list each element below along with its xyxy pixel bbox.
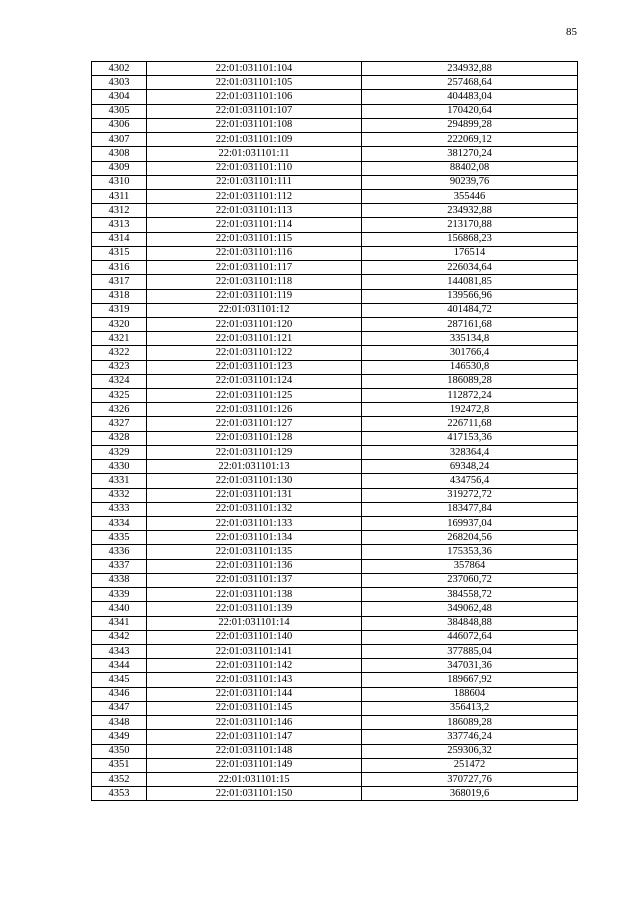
cadastral-number-cell: 22:01:031101:116 (147, 246, 362, 260)
value-cell: 368019,6 (362, 787, 578, 801)
cadastral-number-cell: 22:01:031101:120 (147, 317, 362, 331)
value-cell: 404483,04 (362, 90, 578, 104)
value-cell: 328364,4 (362, 445, 578, 459)
cadastral-number-cell: 22:01:031101:121 (147, 332, 362, 346)
value-cell: 268204,56 (362, 531, 578, 545)
table-row (92, 659, 578, 673)
cadastral-number-cell: 22:01:031101:114 (147, 218, 362, 232)
row-number-cell: 4352 (92, 772, 147, 786)
table-row (92, 616, 578, 630)
cadastral-number-cell: 22:01:031101:143 (147, 673, 362, 687)
cadastral-number-cell: 22:01:031101:118 (147, 275, 362, 289)
cadastral-number-cell: 22:01:031101:134 (147, 531, 362, 545)
table-row (92, 317, 578, 331)
value-cell: 146530,8 (362, 360, 578, 374)
value-cell: 294899,28 (362, 118, 578, 132)
row-number-cell: 4320 (92, 317, 147, 331)
row-number-cell: 4316 (92, 261, 147, 275)
value-cell: 401484,72 (362, 303, 578, 317)
value-cell: 186089,28 (362, 374, 578, 388)
value-cell: 169937,04 (362, 517, 578, 531)
table-row (92, 630, 578, 644)
value-cell: 381270,24 (362, 147, 578, 161)
row-number-cell: 4337 (92, 559, 147, 573)
row-number-cell: 4329 (92, 445, 147, 459)
value-cell: 139566,96 (362, 289, 578, 303)
row-number-cell: 4348 (92, 716, 147, 730)
row-number-cell: 4307 (92, 133, 147, 147)
value-cell: 259306,32 (362, 744, 578, 758)
cadastral-number-cell: 22:01:031101:110 (147, 161, 362, 175)
table-row (92, 374, 578, 388)
row-number-cell: 4349 (92, 730, 147, 744)
cadastral-number-cell: 22:01:031101:133 (147, 517, 362, 531)
table-row (92, 62, 578, 76)
table-row (92, 232, 578, 246)
table-row (92, 545, 578, 559)
cadastral-number-cell: 22:01:031101:132 (147, 502, 362, 516)
table-row (92, 644, 578, 658)
table-row (92, 218, 578, 232)
row-number-cell: 4327 (92, 417, 147, 431)
table-row (92, 161, 578, 175)
table-row (92, 118, 578, 132)
value-cell: 234932,88 (362, 62, 578, 76)
table-row (92, 175, 578, 189)
table-row (92, 488, 578, 502)
cadastral-number-cell: 22:01:031101:109 (147, 133, 362, 147)
row-number-cell: 4336 (92, 545, 147, 559)
row-number-cell: 4331 (92, 474, 147, 488)
row-number-cell: 4313 (92, 218, 147, 232)
row-number-cell: 4322 (92, 346, 147, 360)
row-number-cell: 4332 (92, 488, 147, 502)
cadastral-number-cell: 22:01:031101:131 (147, 488, 362, 502)
cadastral-number-cell: 22:01:031101:105 (147, 76, 362, 90)
cadastral-number-cell: 22:01:031101:14 (147, 616, 362, 630)
row-number-cell: 4309 (92, 161, 147, 175)
value-cell: 226034,64 (362, 261, 578, 275)
value-cell: 357864 (362, 559, 578, 573)
table-row (92, 573, 578, 587)
row-number-cell: 4330 (92, 460, 147, 474)
table-row (92, 787, 578, 801)
row-number-cell: 4339 (92, 588, 147, 602)
cadastral-number-cell: 22:01:031101:140 (147, 630, 362, 644)
value-cell: 335134,8 (362, 332, 578, 346)
row-number-cell: 4333 (92, 502, 147, 516)
cadastral-number-cell: 22:01:031101:130 (147, 474, 362, 488)
cadastral-number-cell: 22:01:031101:126 (147, 403, 362, 417)
row-number-cell: 4306 (92, 118, 147, 132)
cadastral-number-cell: 22:01:031101:115 (147, 232, 362, 246)
cadastral-number-cell: 22:01:031101:144 (147, 687, 362, 701)
cadastral-number-cell: 22:01:031101:142 (147, 659, 362, 673)
table-row (92, 474, 578, 488)
row-number-cell: 4326 (92, 403, 147, 417)
table-row (92, 346, 578, 360)
cadastral-number-cell: 22:01:031101:15 (147, 772, 362, 786)
row-number-cell: 4335 (92, 531, 147, 545)
value-cell: 384848,88 (362, 616, 578, 630)
cadastral-number-cell: 22:01:031101:106 (147, 90, 362, 104)
row-number-cell: 4321 (92, 332, 147, 346)
table-row (92, 303, 578, 317)
cadastral-number-cell: 22:01:031101:119 (147, 289, 362, 303)
value-cell: 170420,64 (362, 104, 578, 118)
value-cell: 90239,76 (362, 175, 578, 189)
data-table (91, 61, 578, 801)
cadastral-number-cell: 22:01:031101:128 (147, 431, 362, 445)
value-cell: 251472 (362, 758, 578, 772)
row-number-cell: 4334 (92, 517, 147, 531)
value-cell: 112872,24 (362, 389, 578, 403)
cadastral-number-cell: 22:01:031101:136 (147, 559, 362, 573)
row-number-cell: 4338 (92, 573, 147, 587)
table-row (92, 531, 578, 545)
value-cell: 213170,88 (362, 218, 578, 232)
table-row (92, 76, 578, 90)
cadastral-number-cell: 22:01:031101:117 (147, 261, 362, 275)
row-number-cell: 4328 (92, 431, 147, 445)
table-row (92, 133, 578, 147)
table-row (92, 502, 578, 516)
row-number-cell: 4342 (92, 630, 147, 644)
value-cell: 188604 (362, 687, 578, 701)
table-row (92, 403, 578, 417)
value-cell: 417153,36 (362, 431, 578, 445)
table-row (92, 744, 578, 758)
cadastral-number-cell: 22:01:031101:141 (147, 644, 362, 658)
cadastral-number-cell: 22:01:031101:127 (147, 417, 362, 431)
value-cell: 222069,12 (362, 133, 578, 147)
cadastral-number-cell: 22:01:031101:150 (147, 787, 362, 801)
value-cell: 186089,28 (362, 716, 578, 730)
table-row (92, 701, 578, 715)
value-cell: 355446 (362, 189, 578, 203)
table-row (92, 772, 578, 786)
value-cell: 337746,24 (362, 730, 578, 744)
row-number-cell: 4350 (92, 744, 147, 758)
row-number-cell: 4346 (92, 687, 147, 701)
value-cell: 257468,64 (362, 76, 578, 90)
table-row (92, 104, 578, 118)
table-row (92, 559, 578, 573)
table-row (92, 204, 578, 218)
row-number-cell: 4324 (92, 374, 147, 388)
cadastral-number-cell: 22:01:031101:135 (147, 545, 362, 559)
cadastral-number-cell: 22:01:031101:129 (147, 445, 362, 459)
cadastral-number-cell: 22:01:031101:13 (147, 460, 362, 474)
row-number-cell: 4340 (92, 602, 147, 616)
cadastral-number-cell: 22:01:031101:145 (147, 701, 362, 715)
row-number-cell: 4325 (92, 389, 147, 403)
table-row (92, 289, 578, 303)
value-cell: 234932,88 (362, 204, 578, 218)
row-number-cell: 4347 (92, 701, 147, 715)
row-number-cell: 4319 (92, 303, 147, 317)
value-cell: 370727,76 (362, 772, 578, 786)
cadastral-number-cell: 22:01:031101:104 (147, 62, 362, 76)
value-cell: 434756,4 (362, 474, 578, 488)
row-number-cell: 4323 (92, 360, 147, 374)
value-cell: 319272,72 (362, 488, 578, 502)
value-cell: 446072,64 (362, 630, 578, 644)
value-cell: 384558,72 (362, 588, 578, 602)
table-row (92, 673, 578, 687)
table-row (92, 445, 578, 459)
cadastral-number-cell: 22:01:031101:12 (147, 303, 362, 317)
cadastral-number-cell: 22:01:031101:122 (147, 346, 362, 360)
row-number-cell: 4311 (92, 189, 147, 203)
cadastral-number-cell: 22:01:031101:147 (147, 730, 362, 744)
cadastral-number-cell: 22:01:031101:111 (147, 175, 362, 189)
table-row (92, 189, 578, 203)
cadastral-number-cell: 22:01:031101:108 (147, 118, 362, 132)
table-body (92, 62, 578, 801)
row-number-cell: 4302 (92, 62, 147, 76)
row-number-cell: 4317 (92, 275, 147, 289)
row-number-cell: 4351 (92, 758, 147, 772)
table-row (92, 517, 578, 531)
row-number-cell: 4305 (92, 104, 147, 118)
row-number-cell: 4345 (92, 673, 147, 687)
cadastral-number-cell: 22:01:031101:139 (147, 602, 362, 616)
cadastral-number-cell: 22:01:031101:112 (147, 189, 362, 203)
value-cell: 176514 (362, 246, 578, 260)
table-row (92, 360, 578, 374)
cadastral-number-cell: 22:01:031101:149 (147, 758, 362, 772)
row-number-cell: 4344 (92, 659, 147, 673)
row-number-cell: 4341 (92, 616, 147, 630)
value-cell: 301766,4 (362, 346, 578, 360)
value-cell: 347031,36 (362, 659, 578, 673)
cadastral-number-cell: 22:01:031101:137 (147, 573, 362, 587)
row-number-cell: 4315 (92, 246, 147, 260)
cadastral-number-cell: 22:01:031101:11 (147, 147, 362, 161)
value-cell: 356413,2 (362, 701, 578, 715)
table-row (92, 431, 578, 445)
value-cell: 175353,36 (362, 545, 578, 559)
value-cell: 237060,72 (362, 573, 578, 587)
row-number-cell: 4304 (92, 90, 147, 104)
cadastral-number-cell: 22:01:031101:123 (147, 360, 362, 374)
table-row (92, 602, 578, 616)
value-cell: 189667,92 (362, 673, 578, 687)
table-row (92, 460, 578, 474)
cadastral-number-cell: 22:01:031101:138 (147, 588, 362, 602)
page-number: 85 (566, 26, 577, 38)
table-row (92, 588, 578, 602)
cadastral-number-cell: 22:01:031101:113 (147, 204, 362, 218)
value-cell: 287161,68 (362, 317, 578, 331)
table-row (92, 417, 578, 431)
row-number-cell: 4343 (92, 644, 147, 658)
cadastral-number-cell: 22:01:031101:124 (147, 374, 362, 388)
table-row (92, 687, 578, 701)
table-row (92, 716, 578, 730)
table-row (92, 147, 578, 161)
table-row (92, 246, 578, 260)
cadastral-number-cell: 22:01:031101:107 (147, 104, 362, 118)
value-cell: 156868,23 (362, 232, 578, 246)
row-number-cell: 4318 (92, 289, 147, 303)
table-row (92, 90, 578, 104)
row-number-cell: 4353 (92, 787, 147, 801)
value-cell: 349062,48 (362, 602, 578, 616)
value-cell: 144081,85 (362, 275, 578, 289)
value-cell: 226711,68 (362, 417, 578, 431)
table-row (92, 758, 578, 772)
table-row (92, 261, 578, 275)
table-row (92, 389, 578, 403)
cadastral-number-cell: 22:01:031101:148 (147, 744, 362, 758)
value-cell: 192472,8 (362, 403, 578, 417)
value-cell: 88402,08 (362, 161, 578, 175)
row-number-cell: 4314 (92, 232, 147, 246)
cadastral-number-cell: 22:01:031101:146 (147, 716, 362, 730)
cadastral-number-cell: 22:01:031101:125 (147, 389, 362, 403)
row-number-cell: 4310 (92, 175, 147, 189)
value-cell: 183477,84 (362, 502, 578, 516)
value-cell: 377885,04 (362, 644, 578, 658)
row-number-cell: 4303 (92, 76, 147, 90)
table-row (92, 332, 578, 346)
value-cell: 69348,24 (362, 460, 578, 474)
table-row (92, 730, 578, 744)
row-number-cell: 4312 (92, 204, 147, 218)
table-row (92, 275, 578, 289)
row-number-cell: 4308 (92, 147, 147, 161)
